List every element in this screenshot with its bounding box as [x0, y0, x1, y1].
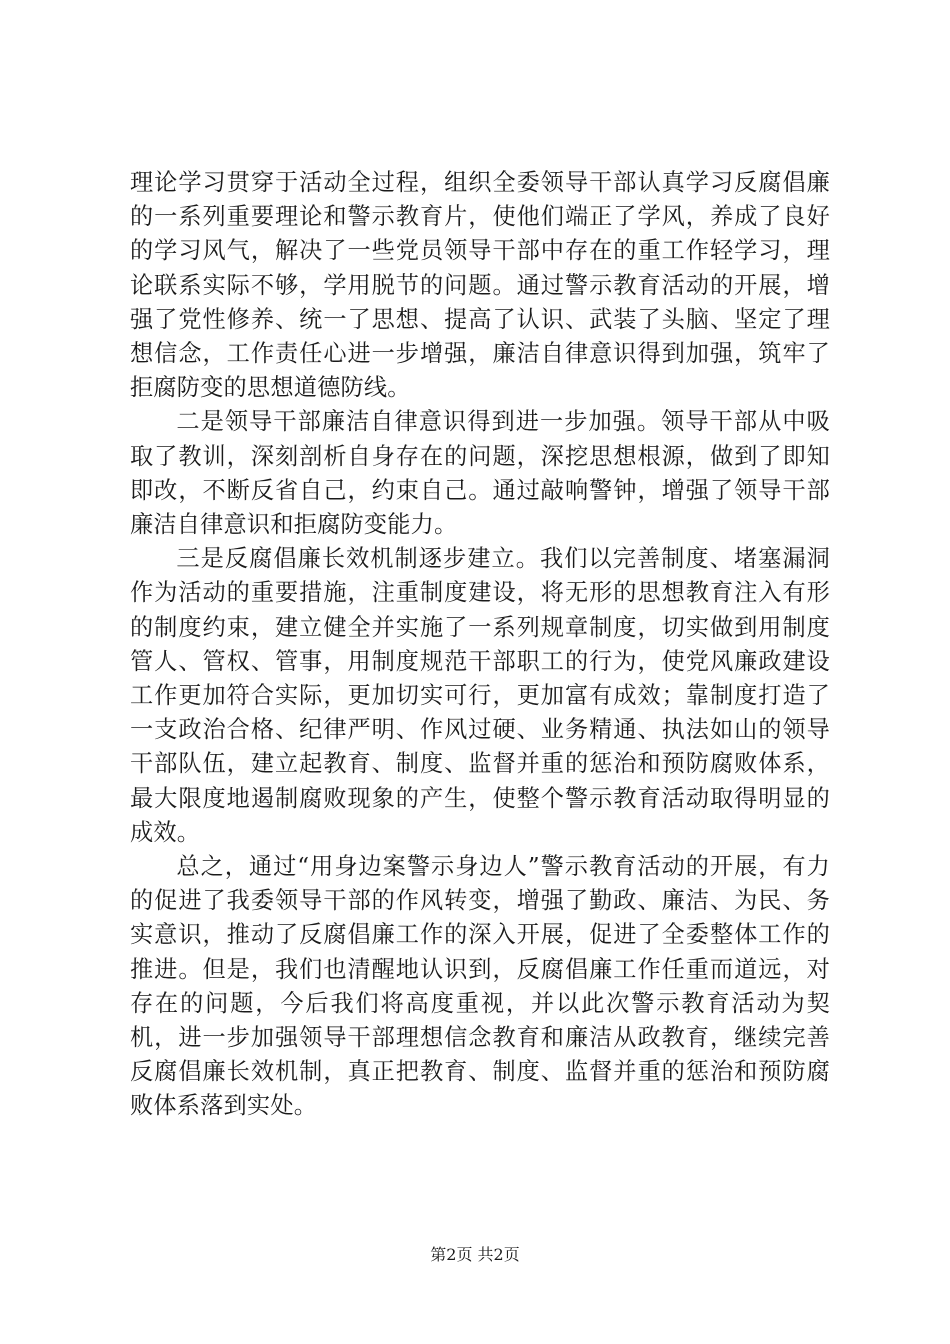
paragraph-4: 总之，通过“用身边案警示身边人”警示教育活动的开展，有力的促进了我委领导干部的作风转变，增强了勤政、廉洁、为民、务实意识，推动了反腐倡廉工作的深入开展，促进了全委整体工作的推进。但是，我们也清醒地认识到，反腐倡廉工作任重而道远，对存在的问题，今后我们将高度重视，并以此次警示教育活动为契机，进一步加强领导干部理想信念教育和廉洁从政教育，继续完善反腐倡廉长效机制，真正把教育、制度、监督并重的惩治和预防腐败体系落到实处。 — [130, 853, 830, 1120]
paragraph-1: 理论学习贯穿于活动全过程，组织全委领导干部认真学习反腐倡廉的一系列重要理论和警示教育片，使他们端正了学风，养成了良好的学习风气，解决了一些党员领导干部中存在的重工作轻学习，理论联系实际不够，学用脱节的问题。通过警示教育活动的开展，增强了党性修养、统一了思想、提高了认识、武装了头脑、坚定了理想信念，工作责任心进一步增强，廉洁自律意识得到加强，筑牢了拒腐防变的思想道德防线。 — [130, 169, 830, 402]
document-body — [130, 166, 830, 1124]
paragraph-3: 三是反腐倡廉长效机制逐步建立。我们以完善制度、堵塞漏洞作为活动的重要措施，注重制度建设，将无形的思想教育注入有形的制度约束，建立健全并实施了一系列规章制度，切实做到用制度管人、管权、管事，用制度规范干部职工的行为，使党风廉政建设工作更加符合实际，更加切实可行，更加富有成效；靠制度打造了一支政治合格、纪律严明、作风过硬、业务精通、执法如山的领导干部队伍，建立起教育、制度、监督并重的惩治和预防腐败体系，最大限度地遏制腐败现象的产生，使整个警示教育活动取得明显的成效。 — [130, 545, 830, 846]
paragraph-2: 二是领导干部廉洁自律意识得到进一步加强。领导干部从中吸取了教训，深刻剖析自身存在的问题，深挖思想根源，做到了即知即改，不断反省自己，约束自己。通过敲响警钟，增强了领导干部廉洁自律意识和拒腐防变能力。 — [130, 408, 830, 539]
page-footer: 第2页 共2页 — [430, 1245, 520, 1264]
